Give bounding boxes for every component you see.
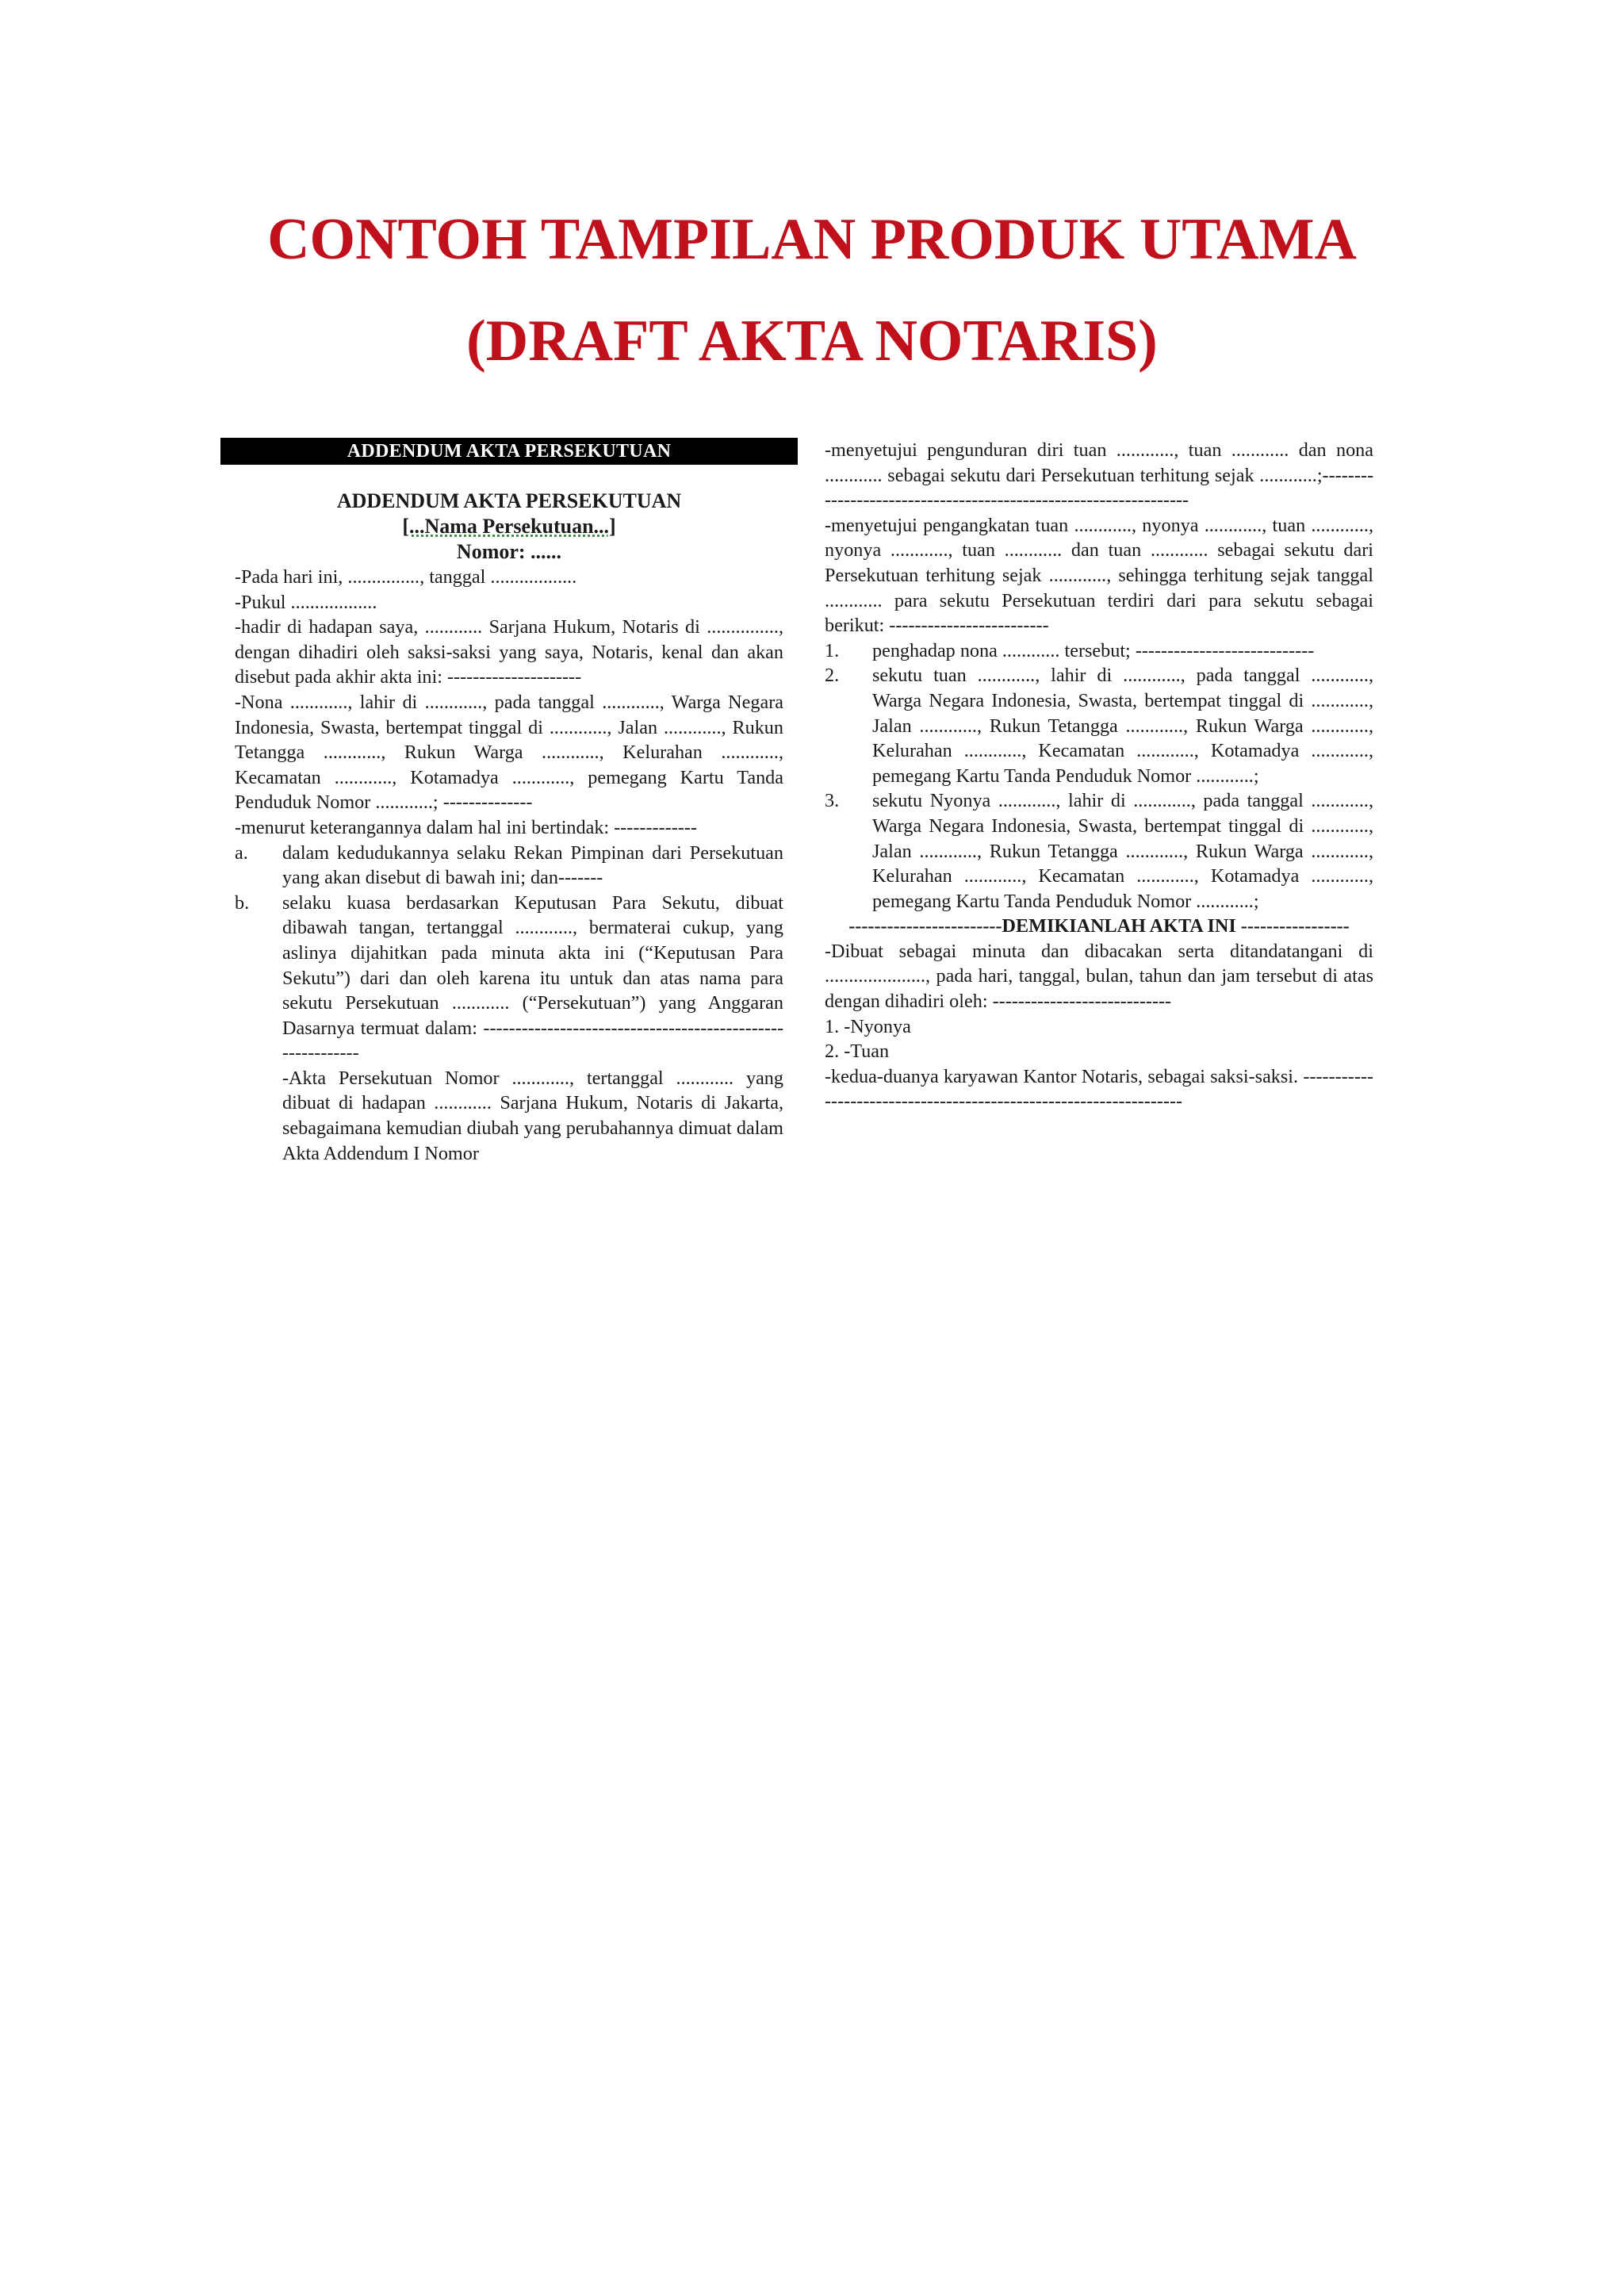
list-item-text: sekutu tuan ............, lahir di ............, pada tanggal ............, Warga Negara Indonesia, Swasta, bertempat tinggal di ............, Jalan ............, Rukun Tetangga ............, Rukun Warga ............, Kelurahan ............, Kecamatan ............, Kotamadya ............, pemegang Kartu Tanda Penduduk Nomor ............; xyxy=(872,665,1373,787)
list-item-b xyxy=(235,891,783,1066)
paragraph-resignation: -menyetujui pengunduran diri tuan ............, tuan ............ dan nona ............ sebagai sekutu dari Persekutuan terhitung sejak ............;----------------------------------------------------------------- xyxy=(825,439,1373,512)
list-marker: b. xyxy=(235,891,250,914)
deed-draft-document xyxy=(220,438,1373,1183)
list-item-text: dalam kedudukannya selaku Rekan Pimpinan dari Persekutuan yang akan disebut di bawah ini; dan------- xyxy=(282,841,783,889)
list-marker: 3. xyxy=(825,790,840,812)
list-item-3 xyxy=(825,788,1373,914)
left-column xyxy=(220,438,798,1166)
paragraph-time: -Pukul .................. xyxy=(235,591,377,613)
deed-heading-number: Nomor: ...... xyxy=(456,540,562,563)
paragraph-execution: -Dibuat sebagai minuta dan dibacakan serta ditandatangani di ....................., pada hari, tanggal, bulan, tahun dan jam tersebut di atas dengan dihadiri oleh: ---------------------------- xyxy=(825,940,1373,1013)
list-marker: a. xyxy=(235,841,248,864)
list-item-1 xyxy=(825,638,1373,664)
page-title-line-2: (DRAFT AKTA NOTARIS) xyxy=(466,309,1158,374)
paragraph-appearance: -hadir di hadapan saya, ............ Sarjana Hukum, Notaris di ..............., dengan dihadiri oleh saksi-saksi yang saya, Notaris, kenal dan akan disebut pada akhir akta ini: --------------------- xyxy=(235,616,783,688)
list-item-text: selaku kuasa berdasarkan Keputusan Para Sekutu, dibuat dibawah tangan, tertanggal ............, bermaterai cukup, yang aslinya dijahitkan pada minuta akta ini (“Keputusan Para Sekutu”) dari dan oleh karena itu untuk dan atas nama para sekutu Persekutuan ............ (“Persekutuan”) yang Anggaran Dasarnya termuat dalam: ----------------------------------------------------------- xyxy=(282,891,783,1064)
closing-heading: ------------------------DEMIKIANLAH AKTA INI ----------------- xyxy=(848,915,1350,937)
left-column-body xyxy=(220,489,783,1166)
page-title xyxy=(0,189,1624,392)
list-item-a xyxy=(235,841,783,891)
deed-heading-partnership-name: [...Nama Persekutuan...] xyxy=(402,515,616,538)
page-title-line-1: CONTOH TAMPILAN PRODUK UTAMA xyxy=(267,207,1357,272)
right-column xyxy=(825,438,1373,1114)
paragraph-deed-reference: -Akta Persekutuan Nomor ............, tertanggal ............ yang dibuat di hadapan ............ Sarjana Hukum, Notaris di Jakarta, sebagaimana kemudian diubah yang perubahannya dimuat dalam Akta Addendum I Nomor xyxy=(282,1067,783,1164)
deed-heading-title: ADDENDUM AKTA PERSEKUTUAN xyxy=(336,489,682,512)
paragraph-date: -Pada hari ini, ..............., tanggal .................. xyxy=(235,566,577,588)
witness-1: 1. -Nyonya xyxy=(825,1015,911,1037)
document-header-bar: ADDENDUM AKTA PERSEKUTUAN xyxy=(220,438,798,465)
deed-heading xyxy=(235,489,783,565)
list-item-2 xyxy=(825,663,1373,788)
paragraph-witness-note: -kedua-duanya karyawan Kantor Notaris, sebagai saksi-saksi. ------------------------------------------------------------------- xyxy=(825,1065,1373,1113)
paragraph-capacity: -menurut keterangannya dalam hal ini bertindak: ------------- xyxy=(235,816,697,838)
list-marker: 2. xyxy=(825,665,840,687)
witness-2: 2. -Tuan xyxy=(825,1041,890,1063)
paragraph-appointment: -menyetujui pengangkatan tuan ............, nyonya ............, tuan ............, nyonya ............, tuan ............ dan tuan ............ sebagai sekutu dari Persekutuan terhitung sejak ............, sehingga terhitung sejak tanggal ............ para sekutu Persekutuan terdiri dari para sekutu sebagai berikut: ------------------------- xyxy=(825,514,1373,637)
paragraph-appearer-identity: -Nona ............, lahir di ............, pada tanggal ............, Warga Negara Indonesia, Swasta, bertempat tinggal di ............, Jalan ............, Rukun Tetangga ............, Rukun Warga ............, Kelurahan ............, Kecamatan ............, Kotamadya ............, pemegang Kartu Tanda Penduduk Nomor ............; -------------- xyxy=(235,691,783,814)
list-item-text: sekutu Nyonya ............, lahir di ............, pada tanggal ............, Warga Negara Indonesia, Swasta, bertempat tinggal di ............, Jalan ............, Rukun Tetangga ............, Rukun Warga ............, Kelurahan ............, Kecamatan ............, Kotamadya ............, pemegang Kartu Tanda Penduduk Nomor ............; xyxy=(872,790,1373,912)
list-item-text: penghadap nona ............ tersebut; ---------------------------- xyxy=(872,639,1315,661)
list-marker: 1. xyxy=(825,639,840,661)
